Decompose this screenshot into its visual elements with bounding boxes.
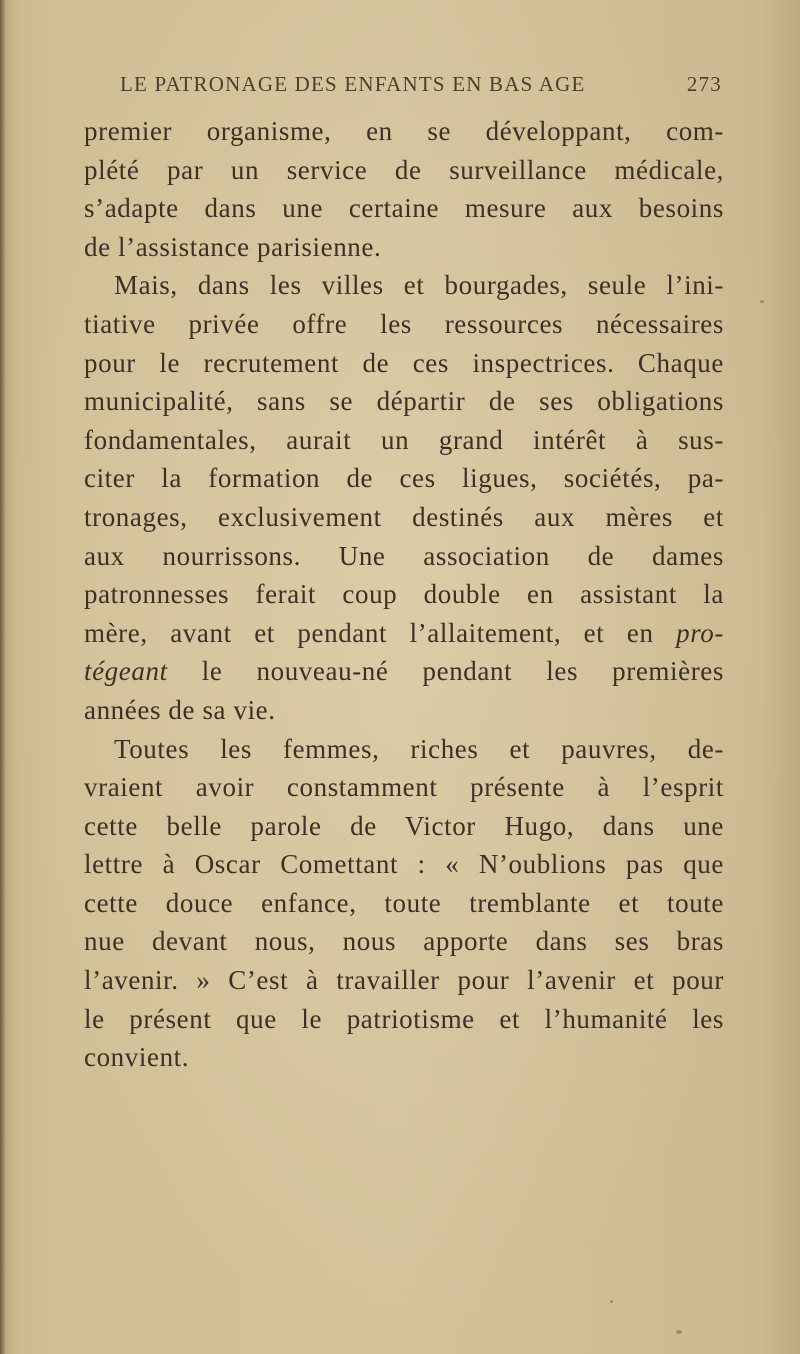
text-line: pour le recrutement de ces inspectrices. Chaque [84,347,724,378]
text-line: citer la formation de ces ligues, sociétés, pa- [84,463,724,494]
paragraph-start-line: Mais, dans les villes et bourgades, seule l’ini- [114,270,724,301]
text-line: cette belle parole de Victor Hugo, dans une [84,810,724,841]
text-line: patronnesses ferait coup double en assistant la [84,579,724,610]
text-line: lettre à Oscar Comettant : « N’oublions pas que [84,849,724,880]
text-line: tronages, exclusivement destinés aux mères et [84,501,724,532]
text-line-with-italic [84,614,724,653]
italic-fragment: tégeant [84,656,168,687]
text-line: cette douce enfance, toute tremblante et toute [84,887,724,918]
page-number: 273 [686,72,722,96]
paragraph-start-line: Toutes les femmes, riches et pauvres, de- [114,733,724,764]
paper-speck [760,300,764,303]
italic-fragment: pro- [676,617,724,648]
text-line: de l’assistance parisienne. [84,231,382,262]
text-line: premier organisme, en se développant, com- [84,116,724,146]
text-line: s’adapte dans une certaine mesure aux besoins [84,193,724,224]
running-title: LE PATRONAGE DES ENFANTS EN BAS AGE [120,72,586,96]
page-spine-shadow [0,0,6,1354]
text-line: aux nourrissons. Une association de dames [84,540,724,571]
text-line-segment: mère, avant et pendant l’allaitement, et en [84,617,654,648]
text-line-with-italic [84,652,724,691]
paper-speck [610,1300,613,1303]
text-line: années de sa vie. [84,694,276,725]
running-header [92,68,722,102]
text-line-segment: le nouveau-né pendant les premières [201,656,724,687]
text-line: plété par un service de surveillance médicale, [84,154,724,185]
text-line: vraient avoir constamment présente à l’esprit [84,772,724,803]
text-line: convient. [84,1042,190,1073]
text-line: tiative privée offre les ressources nécessaires [84,308,724,339]
text-line: municipalité, sans se départir de ses obligations [84,386,724,417]
text-line: l’avenir. » C’est à travailler pour l’avenir et pour [84,965,724,996]
paper-speck [676,1330,682,1334]
text-line: fondamentales, aurait un grand intérêt à sus- [84,424,724,455]
body-text [84,112,724,1077]
text-line: nue devant nous, nous apporte dans ses bras [84,926,724,957]
text-line: le présent que le patriotisme et l’humanité les [84,1003,724,1034]
